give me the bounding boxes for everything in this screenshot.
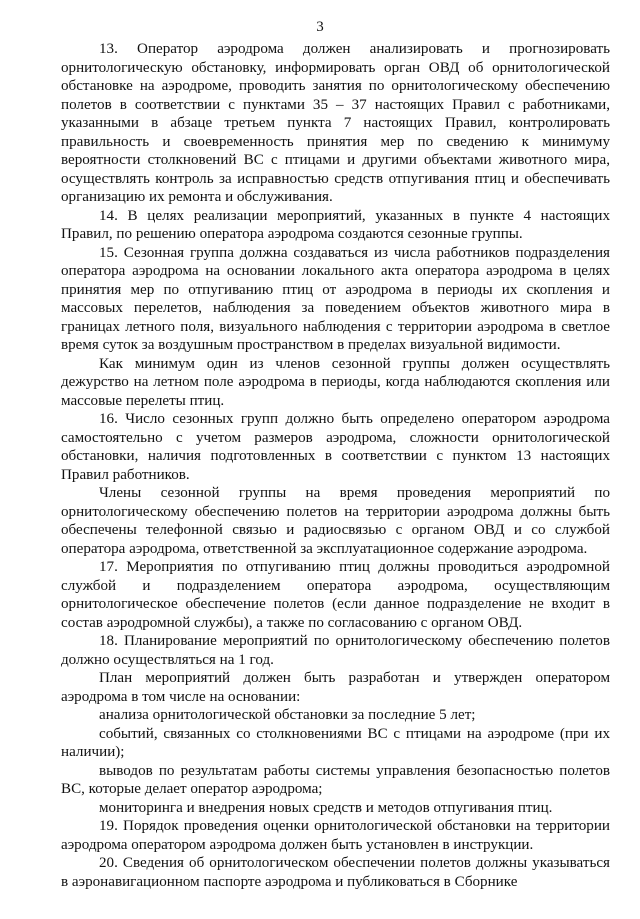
- paragraph-17: 17. Мероприятия по отпугиванию птиц должны проводиться аэродромной службой и подразделением оператора аэродрома, осуществляющим орнитологическое обеспечение полетов (если данное подразделение не входит в состав аэродромной службы), а также по согласованию с органом ОВД.: [61, 559, 610, 631]
- paragraph-14: 14. В целях реализации мероприятий, указанных в пункте 4 настоящих Правил, по решению оператора аэродрома создаются сезонные группы.: [61, 207, 610, 242]
- paragraph-15: 15. Сезонная группа должна создаваться из числа работников подразделения оператора аэродрома на основании локального акта оператора аэродрома в целях принятия мер по отпугиванию птиц от аэродрома в периоды их скопления и массовых перелетов, наблюдения за поведением объектов животного мира в границах летного поля, визуального наблюдения с территории аэродрома в светлое время суток за воздушным пространством в пределах визуальной видимости.: [61, 244, 610, 353]
- paragraph-18-plan: План мероприятий должен быть разработан и утвержден оператором аэродрома в том числе на основании:: [61, 670, 610, 705]
- page-number: 3: [316, 19, 324, 35]
- paragraph-19: 19. Порядок проведения оценки орнитологической обстановки на территории аэродрома оператором аэродрома должен быть установлен в инструкции.: [61, 818, 610, 853]
- list-item-analysis: анализа орнитологической обстановки за последние 5 лет;: [99, 707, 476, 723]
- paragraph-20: 20. Сведения об орнитологическом обеспечении полетов должны указываться в аэронавигационном паспорте аэродрома и публиковаться в Сборнике: [61, 855, 610, 890]
- paragraph-15-duty: Как минимум один из членов сезонной группы должен осуществлять дежурство на летном поле аэродрома в периоды, когда наблюдаются скопления или массовые перелеты птиц.: [61, 355, 610, 409]
- list-item-conclusions: выводов по результатам работы системы управления безопасностью полетов ВС, которые делает оператор аэродрома;: [61, 762, 610, 797]
- document-body: [61, 40, 610, 891]
- paragraph-18: 18. Планирование мероприятий по орнитологическому обеспечению полетов должно осуществляться на 1 год.: [61, 633, 610, 668]
- list-item-events: событий, связанных со столкновениями ВС с птицами на аэродроме (при их наличии);: [61, 725, 610, 760]
- list-item-monitoring: мониторинга и внедрения новых средств и методов отпугивания птиц.: [99, 799, 553, 816]
- paragraph-16-members: Члены сезонной группы на время проведения мероприятий по орнитологическому обеспечению полетов на территории аэродрома должны быть обеспечены телефонной связью и радиосвязью с органом ОВД и со службой оператора аэродрома, ответственной за эксплуатационное содержание аэродрома.: [61, 485, 610, 557]
- paragraph-13: 13. Оператор аэродрома должен анализировать и прогнозировать орнитологическую обстановку, информировать орган ОВД об орнитологической обстановке на аэродроме, проводить занятия по орнитологическому обеспечению полетов в соответствии с пунктами 35 – 37 настоящих Правил с работниками, указанными в абзаце третьем пункта 7 настоящих Правил, контролировать правильность и своевременность принятия мер по сведению к минимуму вероятности столкновений ВС с птицами и другими объектами животного мира, осуществлять контроль за исправностью средств отпугивания птиц и обеспечивать организацию их ремонта и обслуживания.: [61, 41, 610, 205]
- paragraph-16: 16. Число сезонных групп должно быть определено оператором аэродрома самостоятельно с учетом размеров аэродрома, сложности орнитологической обстановки, наличия подготовленных в соответствии с пунктом 13 настоящих Правил работников.: [61, 411, 610, 483]
